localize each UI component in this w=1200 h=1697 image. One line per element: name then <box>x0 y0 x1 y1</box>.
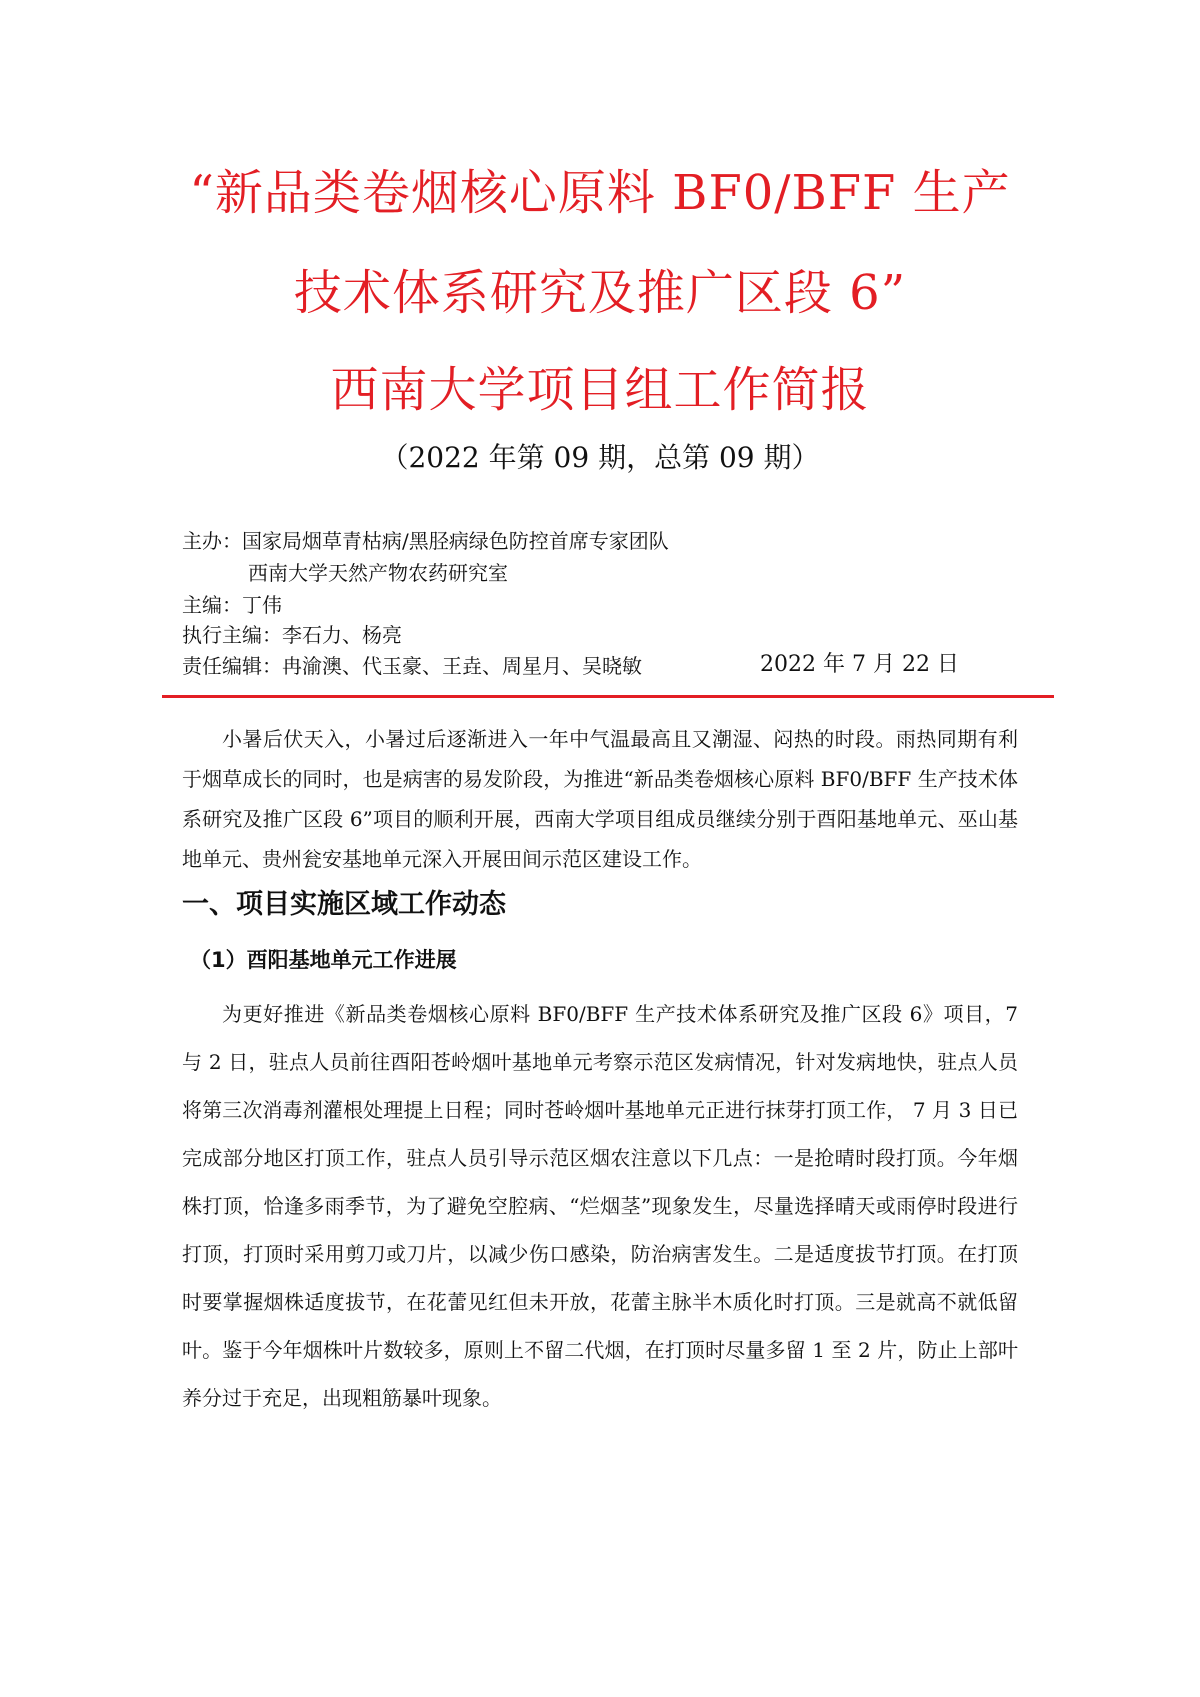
intro-paragraph: 小暑后伏天入，小暑过后逐渐进入一年中气温最高且又潮湿、闷热的时段。雨热同期有利于烟草成长的同时，也是病害的易发阶段，为推进“新品类卷烟核心原料 BF0/BFF 生产技术体系研究及推广区段 6”项目的顺利开展，西南大学项目组成员继续分别于酉阳基地单元、巫山基地单元、贵州瓮安基地单元深入开展田间示范区建设工作。 <box>182 727 1018 871</box>
subsection-paragraph: 为更好推进《新品类卷烟核心原料 BF0/BFF 生产技术体系研究及推广区段 6》项目，7 与 2 日，驻点人员前往酉阳苍岭烟叶基地单元考察示范区发病情况，针对发病地快，驻点人员将第三次消毒剂灌根处理提上日程；同时苍岭烟叶基地单元正进行抹芽打顶工作， 7 月 3 日已完成部分地区打顶工作，驻点人员引导示范区烟农注意以下几点：一是抢晴时段打顶。今年烟株打顶，恰逢多雨季节，为了避免空腔病、“烂烟茎”现象发生，尽量选择晴天或雨停时段进行打顶，打顶时采用剪刀或刀片，以减少伤口感染，防治病害发生。二是适度拔节打顶。在打顶时要掌握烟株适度拔节，在花蕾见红但未开放，花蕾主脉半木质化时打顶。三是就高不就低留叶。鉴于今年烟株叶片数较多，原则上不留二代烟，在打顶时尽量多留 1 至 2 片，防止上部叶养分过于充足，出现粗筋暴叶现象。 <box>182 1002 1018 1410</box>
section-heading: 一、项目实施区域工作动态 <box>182 889 506 920</box>
subsection-heading: （1）酉阳基地单元工作进展 <box>190 948 457 972</box>
header-divider <box>162 695 1054 698</box>
title-line-3: 西南大学项目组工作简报 <box>330 362 870 418</box>
title-line-1: “新品类卷烟核心原料 BF0/BFF 生产 <box>189 165 1011 221</box>
publish-date: 2022 年 7 月 22 日 <box>760 652 959 677</box>
chief-editor-line: 主编：丁伟 <box>182 593 282 617</box>
title-line-2: 技术体系研究及推广区段 6” <box>293 265 907 321</box>
issue-number: （2022 年第 09 期，总第 09 期） <box>380 441 820 474</box>
sponsor-line: 主办：国家局烟草青枯病/黑胫病绿色防控首席专家团队 <box>182 529 669 553</box>
sponsor-line-2: 西南大学天然产物农药研究室 <box>248 561 508 585</box>
executive-editor-line: 执行主编：李石力、杨亮 <box>182 623 402 647</box>
responsible-editor-line: 责任编辑：冉渝澳、代玉豪、王垚、周星月、吴晓敏 <box>182 654 642 678</box>
